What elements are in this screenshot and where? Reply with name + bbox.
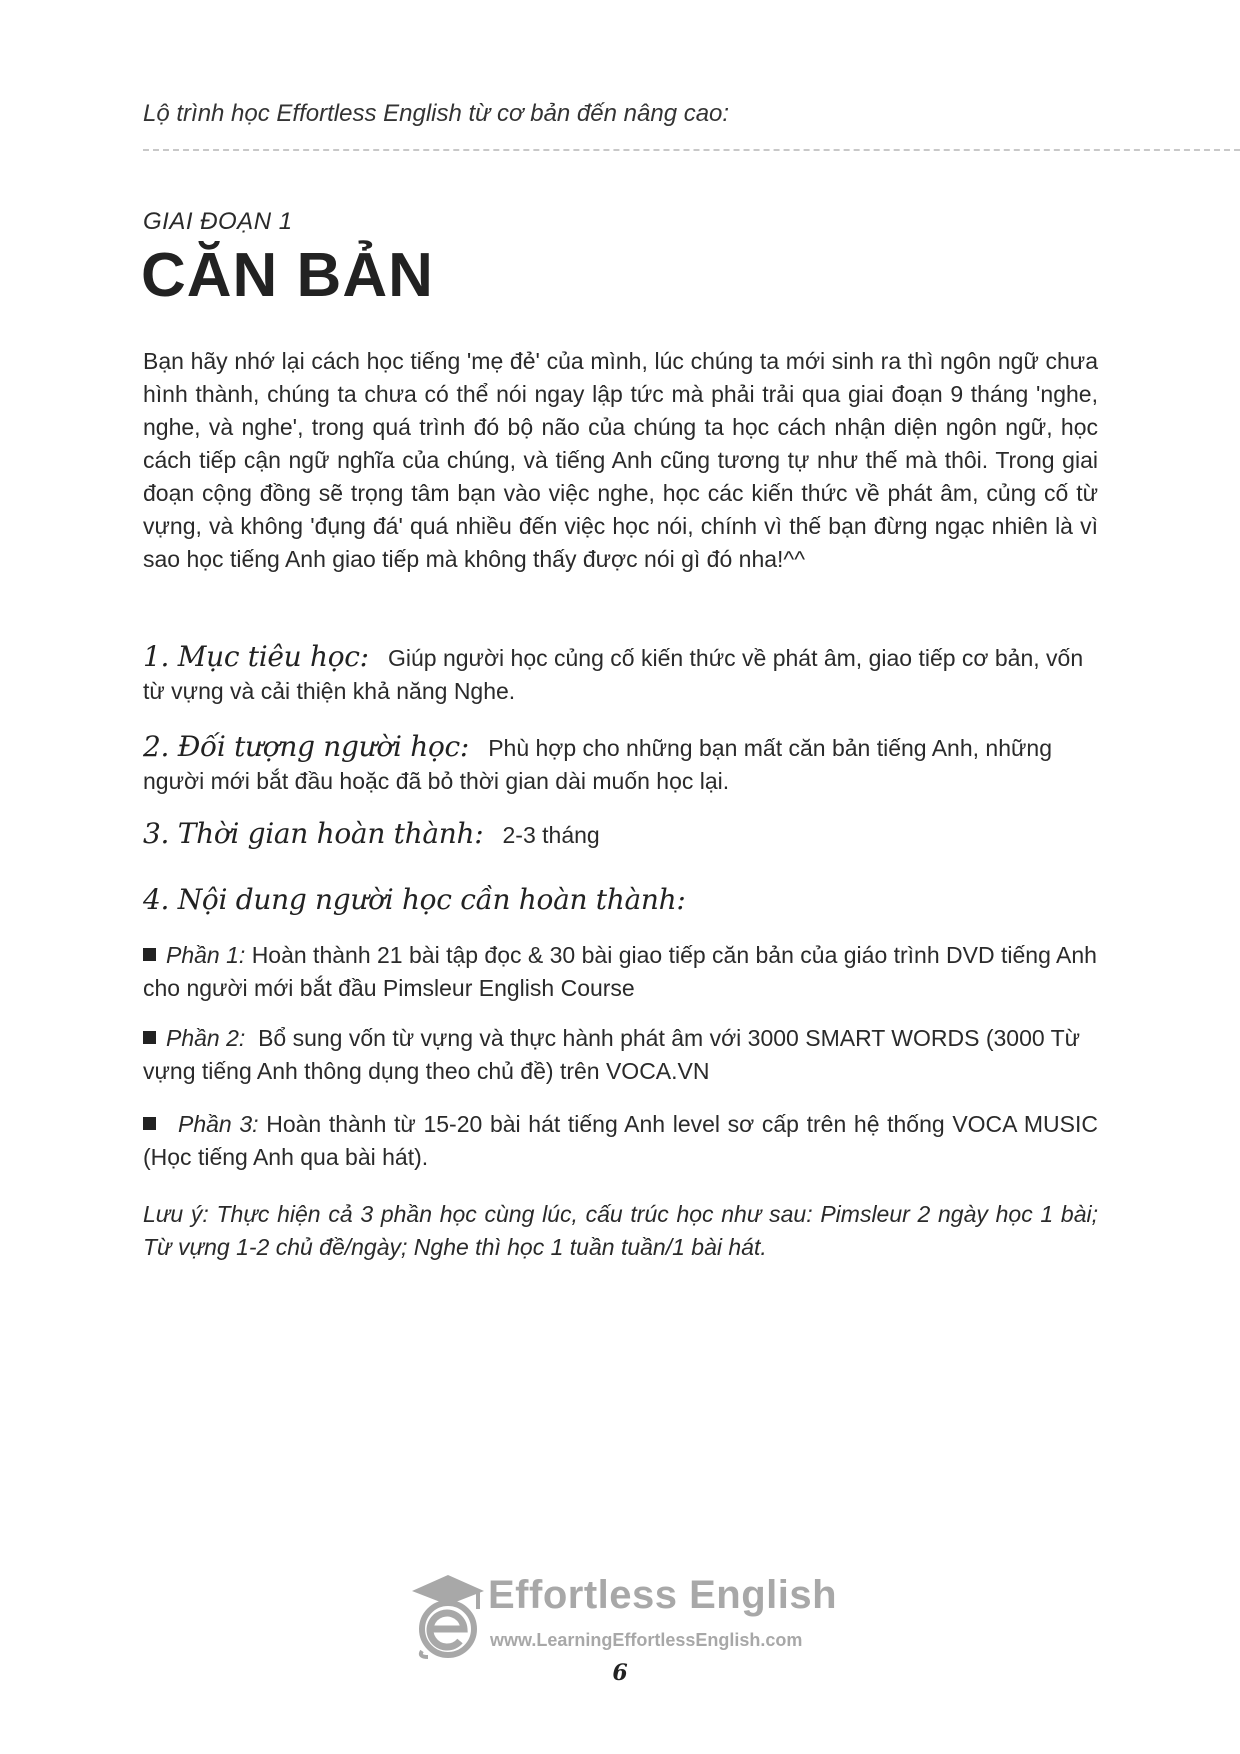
brand-name: Effortless English bbox=[488, 1573, 838, 1617]
square-bullet-icon bbox=[143, 1031, 156, 1044]
duration-section bbox=[143, 817, 1098, 852]
duration-spacer bbox=[490, 822, 503, 848]
page-number: 6 bbox=[612, 1660, 628, 1686]
part-3 bbox=[143, 1108, 1098, 1174]
running-title: Lộ trình học Effortless English từ cơ bản đến nâng cao: bbox=[143, 100, 730, 127]
goal-heading: 1. Mục tiêu học: bbox=[143, 640, 369, 673]
part-1-label: Phần 1: bbox=[166, 942, 246, 968]
stage-label: GIAI ĐOẠN 1 bbox=[143, 208, 293, 235]
audience-heading: 2. Đối tượng người học: bbox=[143, 730, 470, 763]
goal-section bbox=[143, 640, 1098, 708]
part-2-text: Bổ sung vốn từ vựng và thực hành phát âm với 3000 SMART WORDS (3000 Từ vựng tiếng Anh thông dụng theo chủ đề) trên VOCA.VN bbox=[143, 1025, 1081, 1084]
content-heading: 4. Nội dung người học cần hoàn thành: bbox=[143, 883, 686, 916]
footer-logo bbox=[410, 1573, 838, 1663]
part-2-label: Phần 2: bbox=[166, 1025, 246, 1051]
part-2 bbox=[143, 1022, 1098, 1088]
duration-text: 2-3 tháng bbox=[502, 822, 600, 848]
audience-spacer bbox=[475, 735, 488, 761]
stage-title: CĂN BẢN bbox=[141, 241, 434, 310]
note-paragraph: Lưu ý: Thực hiện cả 3 phần học cùng lúc, cấu trúc học như sau: Pimsleur 2 ngày học 1 bài; Từ vựng 1-2 chủ đề/ngày; Nghe thì học 1 tuần tuần/1 bài hát. bbox=[143, 1201, 1098, 1260]
part-1 bbox=[143, 939, 1098, 1005]
graduation-cap-e-icon bbox=[410, 1573, 486, 1659]
part-1-text: Hoàn thành 21 bài tập đọc & 30 bài giao tiếp căn bản của giáo trình DVD tiếng Anh cho người mới bắt đầu Pimsleur English Course bbox=[143, 942, 1097, 1001]
header-divider bbox=[143, 149, 1240, 151]
goal-text: Giúp người học củng cố kiến thức về phát âm, giao tiếp cơ bản, vốn từ vựng và cải thiện khả năng Nghe. bbox=[143, 645, 1084, 704]
content-section bbox=[143, 883, 1098, 918]
part-3-label: Phần 3: bbox=[178, 1111, 259, 1137]
part-3-text: Hoàn thành từ 15-20 bài hát tiếng Anh level sơ cấp trên hệ thống VOCA MUSIC (Học tiếng Anh qua bài hát). bbox=[143, 1111, 1098, 1170]
brand-url: www.LearningEffortlessEnglish.com bbox=[490, 1630, 803, 1650]
audience-section bbox=[143, 730, 1098, 798]
intro-paragraph: Bạn hãy nhớ lại cách học tiếng 'mẹ đẻ' của mình, lúc chúng ta mới sinh ra thì ngôn ngữ chưa hình thành, chúng ta chưa có thể nói ngay lập tức mà phải trải qua giai đoạn 9 tháng 'nghe, nghe, và nghe', trong quá trình đó bộ não của chúng ta học cách nhận diện ngôn ngữ, học cách tiếp cận ngữ nghĩa của chúng, và tiếng Anh cũng tương tự như thế mà thôi. Trong giai đoạn cộng đồng sẽ trọng tâm bạn vào việc nghe, học các kiến thức về phát âm, củng cố từ vựng, và không 'đụng đá' quá nhiều đến việc học nói, chính vì thế bạn đừng ngạc nhiên là vì sao học tiếng Anh giao tiếp mà không thấy được nói gì đó nha!^^ bbox=[143, 348, 1098, 572]
audience-text: Phù hợp cho những bạn mất căn bản tiếng Anh, những người mới bắt đầu hoặc đã bỏ thời gian dài muốn học lại. bbox=[143, 735, 1052, 794]
goal-spacer bbox=[375, 645, 388, 671]
square-bullet-icon bbox=[143, 1117, 156, 1130]
square-bullet-icon bbox=[143, 948, 156, 961]
duration-heading: 3. Thời gian hoàn thành: bbox=[143, 817, 484, 850]
